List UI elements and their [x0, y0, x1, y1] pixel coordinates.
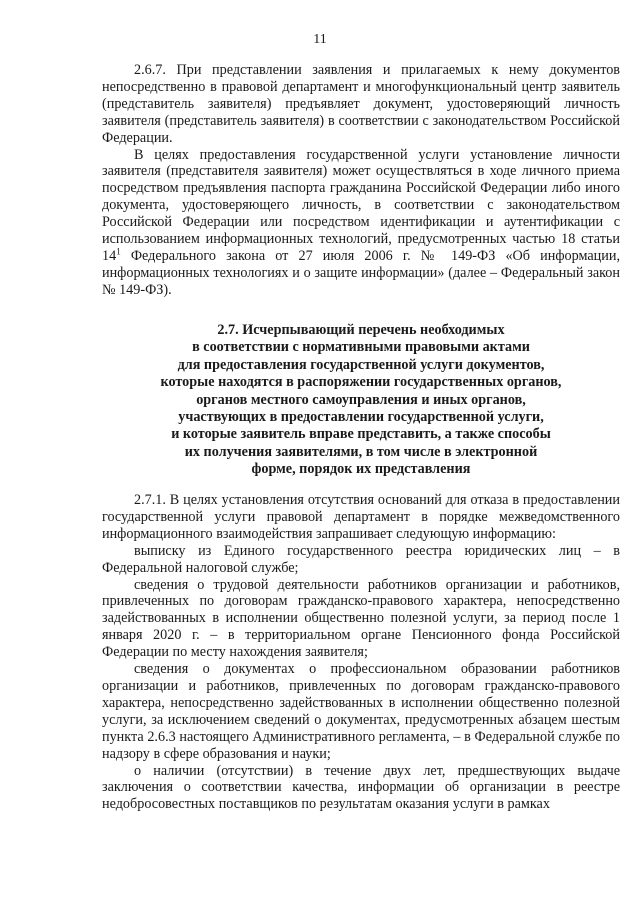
paragraph-identity-verification: [102, 147, 620, 299]
list-item-tax-registry: выписку из Единого государственного реестра юридических лиц – в Федеральной налоговой службе;: [102, 542, 620, 576]
list-item-supplier-registry: о наличии (отсутствии) в течение двух лет, предшествующих выдаче заключения о соответствии качества, информации об организации в реестре недобросовестных поставщиков по результатам оказания услуги в рамках: [102, 762, 620, 813]
page-number: 11: [313, 32, 327, 47]
section-heading-2-7: [102, 322, 620, 479]
section-interagency-requests: [102, 492, 620, 813]
heading-line: участвующих в предоставлении государственной услуги,: [178, 409, 544, 426]
list-item-employment-records: сведения о трудовой деятельности работников организации и работников, привлеченных по договорам гражданско-правового характера, непосредственно задействованных в исполнении общественно полезной услуги, за период после 1 января 2020 г. – в территориальном органе Пенсионного фонда Российской Федерации по месту нахождения заявителя;: [102, 576, 620, 661]
heading-line: которые находятся в распоряжении государственных органов,: [160, 374, 562, 391]
heading-line: в соответствии с нормативными правовыми актами: [192, 339, 530, 356]
heading-line: их получения заявителями, в том числе в электронной: [184, 443, 538, 460]
heading-line: для предоставления государственной услуги документов,: [177, 356, 545, 373]
paragraph-2-7-1: 2.7.1. В целях установления отсутствия оснований для отказа в предоставлении государственной услуги правовой департамент в порядке межведомственного информационного взаимодействия запрашивает следующую информацию:: [102, 492, 620, 542]
list-item-education-documents: сведения о документах о профессиональном образовании работников организации и работников, привлеченных по договорам гражданско-правового характера, непосредственно задействованных в исполнении общественно полезной услуги, за исключением сведений о документах, предусмотренных абзацем шестым пункта 2.6.3 настоящего Административного регламента, – в Федеральной службе по надзору в сфере образования и науки;: [102, 661, 620, 762]
heading-line: 2.7. Исчерпывающий перечень необходимых: [217, 322, 505, 338]
heading-line: форме, порядок их представления: [251, 461, 471, 478]
paragraph-text: В целях предоставления государственной услуги установление личности заявителя (представителя заявителя) может осуществляться в ходе личного приема посредством предъявления паспорта гражданина Российской Федерации либо иного документа, удостоверяющего личность, в соответствии с законодательством Российской Федерации или посредством идентификации и аутентификации с использованием информационных технологий, предусмотренных частью 18 статьи 14: [102, 146, 620, 264]
superscript-footnote: 1: [116, 246, 121, 257]
paragraph-text-continued: Федерального закона от 27 июля 2006 г. № 149-ФЗ «Об информации, информационных технологиях и о защите информации» (далее – Федеральный закон № 149-ФЗ).: [102, 247, 620, 298]
heading-line: и которые заявитель вправе представить, а также способы: [171, 426, 551, 443]
section-identity: [102, 62, 620, 299]
heading-line: органов местного самоуправления и иных органов,: [196, 391, 526, 408]
paragraph-2-6-7: 2.6.7. При представлении заявления и прилагаемых к нему документов непосредственно в правовой департамент и многофункциональный центр заявитель (представитель заявителя) предъявляет документ, удостоверяющий личность заявителя (представитель заявителя) в соответствии с законодательством Российской Федерации.: [102, 62, 620, 146]
